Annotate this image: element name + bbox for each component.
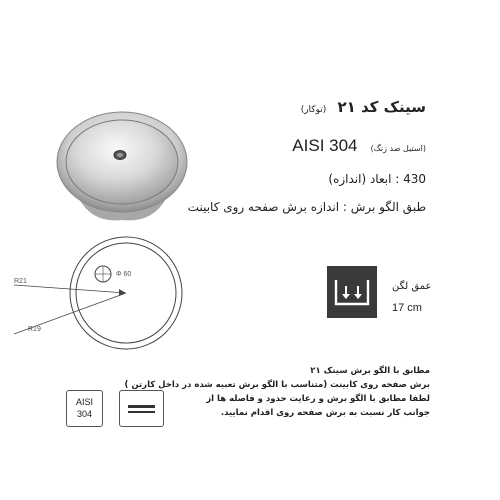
layer-thickness-icon — [119, 390, 164, 427]
note-line: جوانب کار نسبت به برش صفحه روی اقدام نمایید. — [220, 408, 430, 418]
depth-value: 17 cm — [392, 302, 422, 314]
sink-image — [50, 100, 195, 230]
material-code: AISI 304 — [292, 136, 358, 155]
dimensions-text: 430 : ابعاد (اندازه) — [328, 172, 426, 186]
title-text: سینک کد ۲۱ — [337, 98, 426, 116]
r19-label: R19 — [28, 326, 41, 333]
note-line: لطفا مطابق با الگو برش و رعایت حدود و فاصله ها از — [206, 394, 430, 404]
badge-line1: AISI — [75, 397, 93, 407]
aisi-304-badge — [66, 390, 103, 427]
title-note: (توکار) — [300, 105, 327, 115]
note-line: مطابق با الگو برش سینک ۲۱ — [310, 366, 430, 376]
r21-label: R21 — [14, 278, 27, 285]
badge-line2: 304 — [76, 409, 93, 419]
sink-bowl — [66, 120, 178, 204]
product-title — [301, 98, 426, 116]
material-note: (استیل ضد زنگ) — [370, 144, 426, 153]
note-line: برش صفحه روی کابینت (متناسب با الگو برش تعبیه شده در داخل کارتن ) — [124, 380, 430, 390]
basin-depth-icon — [327, 266, 377, 318]
depth-label: عمق لگن — [392, 281, 432, 292]
installation-notes — [124, 364, 430, 420]
material-row — [292, 136, 426, 156]
phi-label: Φ 60 — [116, 271, 132, 278]
cut-template-text: طبق الگو برش : اندازه برش صفحه روی کابینت — [187, 200, 426, 214]
cut-template-drawing — [0, 230, 200, 350]
